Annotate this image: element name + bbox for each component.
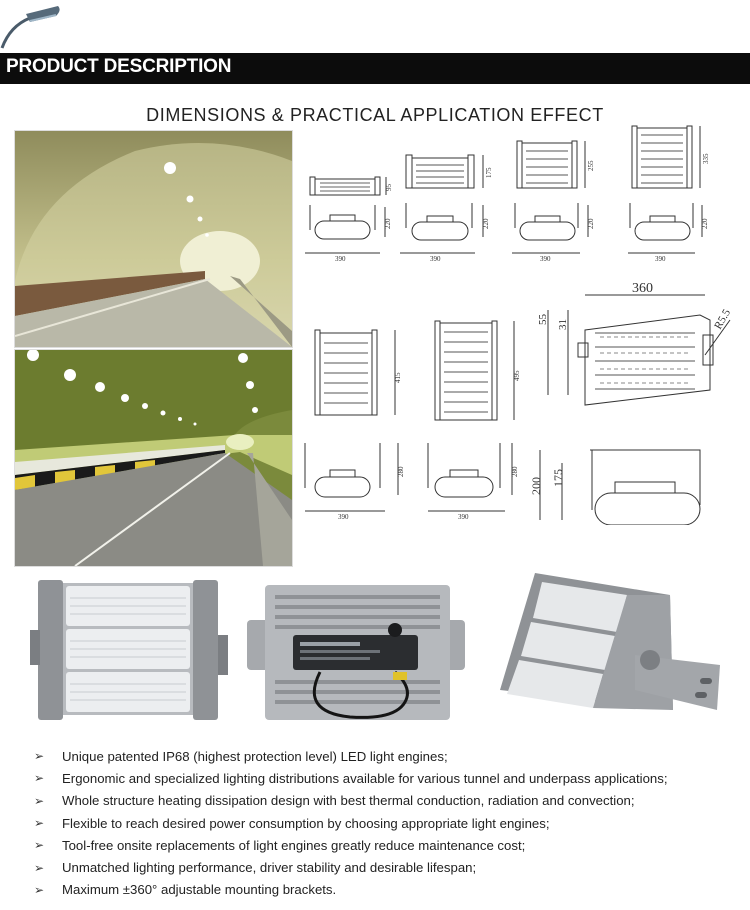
list-item: ➢ Unique patented IP68 (highest protection level) LED light engines; (34, 748, 448, 764)
street-lamp-icon (0, 0, 70, 50)
arrow-bullet-icon: ➢ (34, 838, 45, 853)
arrow-bullet-icon: ➢ (34, 816, 45, 831)
arrow-bullet-icon: ➢ (34, 793, 45, 808)
header-title: PRODUCT DESCRIPTION (6, 56, 232, 77)
svg-text:95: 95 (385, 184, 393, 191)
side-view-4 (628, 203, 709, 263)
side-view-2 (400, 203, 490, 263)
section-subtitle: DIMENSIONS & PRACTICAL APPLICATION EFFECT (146, 105, 604, 125)
svg-text:390: 390 (335, 255, 346, 263)
svg-text:360: 360 (632, 281, 653, 296)
list-item: ➢ Ergonomic and specialized lighting distributions available for various tunnel and underpass applications; (34, 770, 668, 786)
front-view-255 (517, 141, 595, 188)
list-item: ➢ Whole structure heating dissipation design with best thermal conduction, radiation and convection; (34, 793, 635, 809)
arrow-bullet-icon: ➢ (34, 860, 45, 875)
front-view-415 (315, 330, 402, 415)
svg-text:390: 390 (430, 255, 441, 263)
list-item: ➢ Flexible to reach desired power consumption by choosing appropriate light engines; (34, 815, 550, 831)
front-view-495 (435, 321, 521, 420)
tunnel-photo-2 (14, 349, 293, 567)
svg-text:495: 495 (513, 370, 521, 381)
arrow-bullet-icon: ➢ (34, 749, 45, 764)
arrow-bullet-icon: ➢ (34, 771, 45, 786)
svg-text:335: 335 (702, 153, 710, 164)
svg-text:390: 390 (338, 513, 349, 521)
svg-text:280: 280 (511, 466, 519, 477)
svg-text:31: 31 (557, 319, 569, 330)
side-view-1 (305, 205, 392, 263)
svg-text:390: 390 (655, 255, 666, 263)
svg-text:220: 220 (384, 218, 392, 229)
svg-text:220: 220 (482, 218, 490, 229)
svg-text:255: 255 (587, 160, 595, 171)
side-view-5 (305, 443, 405, 521)
bracket-detail-side (529, 450, 700, 525)
fixture-angled-photo (495, 570, 730, 730)
front-view-175 (406, 155, 493, 188)
svg-text:200: 200 (529, 477, 543, 495)
list-item: ➢ Unmatched lighting performance, driver stability and desirable lifespan; (34, 860, 477, 876)
svg-text:R5.5: R5.5 (712, 307, 734, 332)
fixture-front-photo (30, 575, 230, 725)
front-view-95 (310, 177, 393, 195)
svg-text:55: 55 (537, 314, 549, 325)
svg-text:390: 390 (458, 513, 469, 521)
dimension-drawings (300, 125, 740, 525)
fixture-back-photo (245, 580, 470, 725)
svg-text:220: 220 (587, 218, 595, 229)
svg-text:175: 175 (485, 167, 493, 178)
svg-text:175: 175 (551, 469, 565, 487)
svg-text:280: 280 (397, 466, 405, 477)
svg-text:220: 220 (701, 218, 709, 229)
list-item: ➢ Tool-free onsite replacements of light engines greatly reduce maintenance cost; (34, 837, 526, 853)
feature-list (34, 745, 734, 901)
bracket-detail-top (537, 281, 733, 405)
tunnel-photo-1 (14, 130, 293, 348)
front-view-335 (632, 126, 710, 188)
arrow-bullet-icon: ➢ (34, 882, 45, 897)
svg-text:415: 415 (394, 372, 402, 383)
side-view-3 (512, 203, 595, 263)
list-item: ➢ Maximum ±360° adjustable mounting brackets. (34, 882, 337, 898)
svg-text:390: 390 (540, 255, 551, 263)
side-view-6 (428, 443, 519, 521)
